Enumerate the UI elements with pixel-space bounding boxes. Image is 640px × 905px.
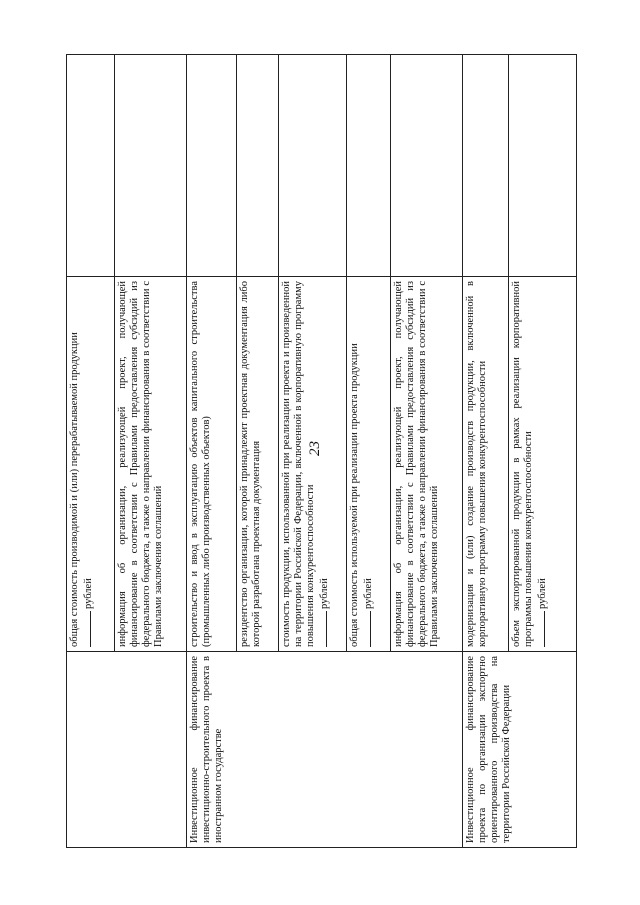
value-cell [237,55,279,277]
description-cell [463,277,509,652]
unit-label: рублей [363,578,375,609]
description-text: общая стоимость используемой при реализации проекта продукции [349,343,360,647]
value-blank [361,611,371,647]
description-text: информация об организации, реализующей проект, получающей финансирование в соответствии с Правилами предоставления субсидий из федерального бюджета, а также о направлении финансирования в соответствии с Правилами заключения соглашений [117,281,165,647]
description-cell [115,277,187,652]
value-cell [115,55,187,277]
unit-label: рублей [319,578,331,609]
description-cell [391,277,463,652]
rotated-page [66,55,576,848]
description-text: модернизация и (или) создание производств продукции, включенной в корпоративную программу повышения конкурентоспособности [465,281,489,647]
value-cell [67,55,115,277]
project-cell [187,652,463,848]
table-row [463,55,509,848]
table-row [67,55,115,848]
value-blank [317,611,327,647]
value-blank [81,611,91,647]
value-cell [391,55,463,277]
value-cell [509,55,577,277]
description-text: информация об организации, реализующей проект, получающей финансирование в соответствии с Правилами предоставления субсидий из федерального бюджета, а также о направлении финансирования в соответствии с Правилами заключения соглашений [393,281,441,647]
project-cell [463,652,577,848]
project-text: Инвестиционное финансирование инвестиционно-строительного проекта в иностранном государстве [189,656,225,843]
value-blank [535,611,545,647]
value-cell [187,55,237,277]
description-text: резидентство организации, которой принадлежит проектная документация либо которой разработана проектная документация [239,281,263,647]
page-number: 23 [307,441,323,456]
description-text: общая стоимость производимой и (или) перерабатываемой продукции [69,332,80,647]
value-cell [347,55,391,277]
description-cell [187,277,237,652]
description-cell [347,277,391,652]
table-row [187,55,237,848]
project-cell [67,652,187,848]
description-text: строительство и ввод в эксплуатацию объектов капитального строительства (промышленных либо производственных объектов) [189,281,213,647]
description-cell [279,277,347,652]
description-cell [237,277,279,652]
description-cell [67,277,115,652]
description-text: объем экспортированной продукции в рамках реализации корпоративной программы повышения конкурентоспособности [511,281,535,647]
value-cell [463,55,509,277]
document-table [66,54,577,848]
value-cell [279,55,347,277]
description-cell [509,277,577,652]
project-text: Инвестиционное финансирование проекта по организации экспортно ориентированного производства на территории Российской Федерации [465,656,513,843]
unit-label: рублей [83,578,95,609]
unit-label: рублей [537,578,549,609]
description-text: стоимость продукции, использованной при реализации проекта и произведенной на территории Российской Федерации, включенной в корпоративную программу повышения конкурентоспособности [281,281,317,647]
